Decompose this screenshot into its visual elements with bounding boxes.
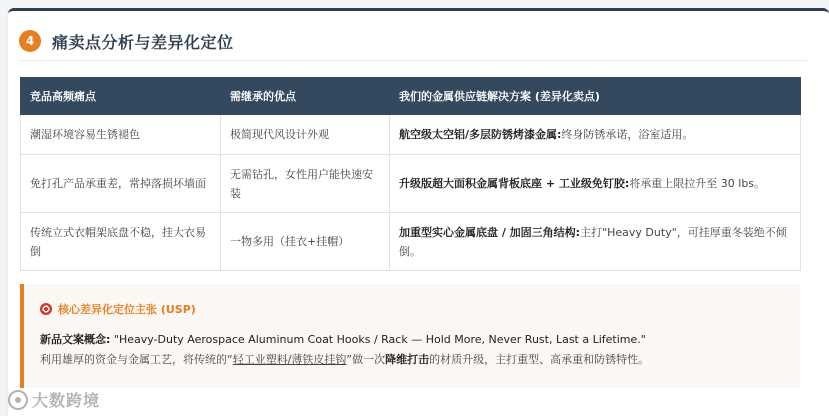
solution-strong: 航空级太空铝/多层防锈烤漆金属: [399,128,562,141]
copy-text: "Heavy-Duty Aerospace Aluminum Coat Hooks / Rack — Hold More, Never Rust, Last a Lifetime." [113,333,646,346]
merit-cell: 一物多用（挂衣+挂帽） [221,213,390,271]
section-header [19,28,234,54]
usp-copy-line [40,331,646,347]
watermark [8,388,100,411]
copy-label: 新品文案概念: [40,333,111,346]
solution-cell [390,155,801,213]
table-header-row [21,78,801,115]
watermark-text: 大数跨境 [32,391,101,410]
usp-description [40,351,649,367]
column-header-pain: 竞品高频痛点 [21,78,221,115]
solution-strong: 加重型实心金属底盘 / 加固三角结构: [399,225,581,239]
pain-cell: 潮湿环境容易生锈褪色 [21,115,221,155]
merit-cell: 极简现代风设计外观 [221,115,390,155]
watermark-logo-icon [8,390,28,410]
usp-callout [20,284,800,388]
column-header-solution: 我们的金属供应链解决方案 (差异化卖点) [390,78,801,115]
pain-cell: 免打孔产品承重差，常掉落损坏墙面 [21,155,221,213]
pain-cell: 传统立式衣帽架底盘不稳，挂大衣易倒 [21,213,221,271]
desc-underlined: 轻工业塑料/薄铁皮挂钩 [232,353,347,366]
desc-part1: 利用雄厚的资金与金属工艺，将传统的“ [40,353,233,366]
desc-part2: ”做一次 [346,353,386,366]
usp-heading [40,301,196,317]
table-row [21,115,801,155]
solution-strong: 升级版超大面积金属背板底座 + 工业级免钉胶: [399,177,630,190]
solution-rest: 将承重上限拉升至 30 lbs。 [629,177,766,190]
merit-cell: 无需钻孔，女性用户能快速安装 [221,155,390,213]
section-divider [19,60,807,61]
desc-part3: 的材质升级，主打重型、高承重和防锈特性。 [429,353,650,366]
target-icon [40,303,52,315]
usp-title: 核心差异化定位主张 (USP) [58,303,196,316]
solution-rest: 终身防锈承诺，浴室适用。 [561,128,694,141]
solution-cell [390,115,801,155]
solution-rest: 主打"Heavy Duty"，可挂厚重冬装绝不倾倒。 [399,225,787,258]
column-header-merit: 需继承的优点 [221,78,390,115]
pain-point-table [20,77,801,271]
section-number-badge: 4 [19,30,41,52]
section-title: 痛卖点分析与差异化定位 [52,32,234,52]
desc-bold: 降维打击 [385,353,430,366]
table-row [21,213,801,271]
table-row [21,155,801,213]
solution-cell [390,213,801,271]
